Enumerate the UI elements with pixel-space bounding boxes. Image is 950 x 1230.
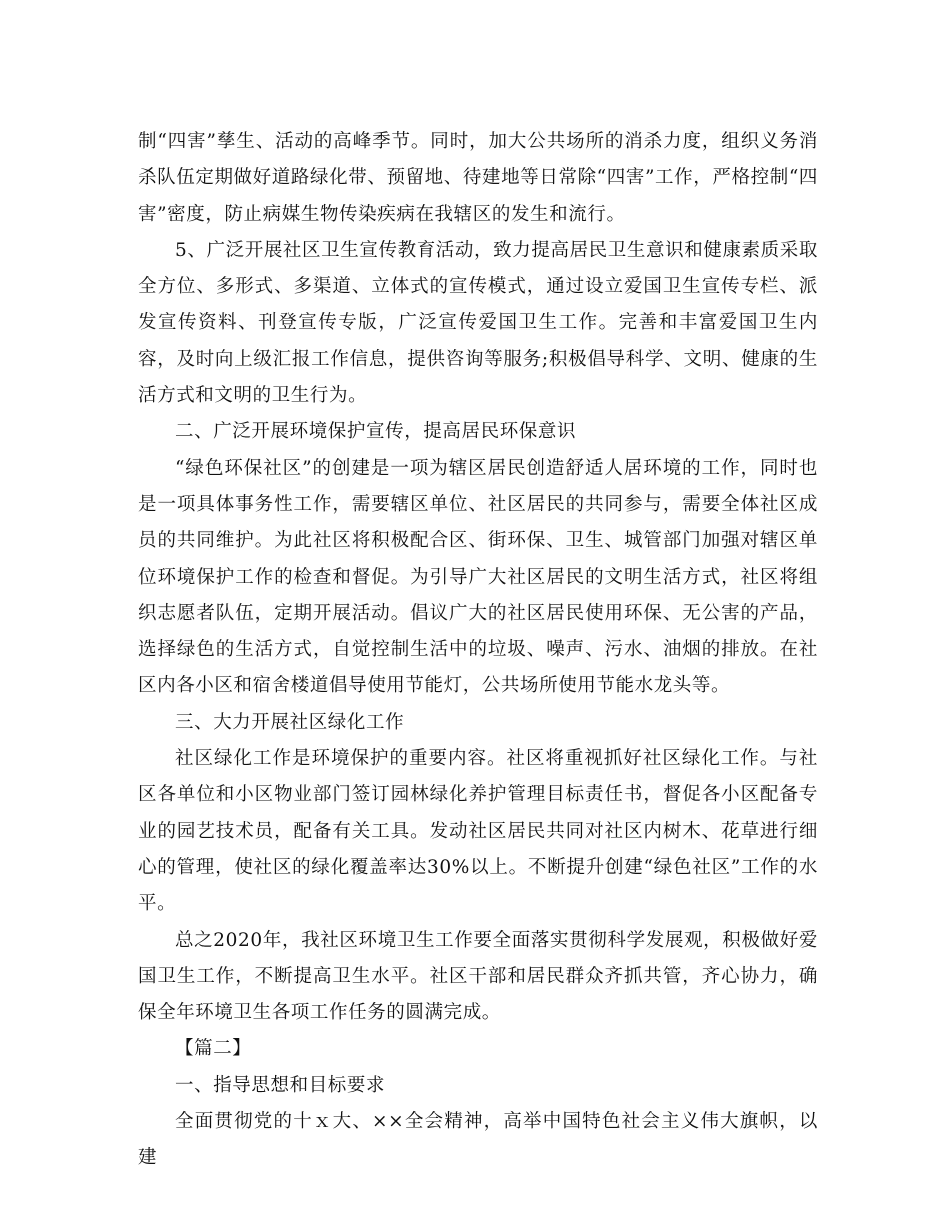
paragraph-guiding-ideology: 全面贯彻党的十ｘ大、××全会精神，高举中国特色社会主义伟大旗帜，以建: [138, 1111, 818, 1169]
section-heading-3: 三、大力开展社区绿化工作: [175, 711, 405, 733]
paragraph-greening: 社区绿化工作是环境保护的重要内容。社区将重视抓好社区绿化工作。与社区各单位和小区物业部门签订园林绿化养护管理目标责任书，督促各小区配备专业的园艺技术员，配备有关工具。发动社区居民共同对社区内树木、花草进行细心的管理，使社区的绿化覆盖率达30%以上。不断提升创建“绿色社区”工作的水平。: [138, 748, 818, 915]
paragraph-summary: 总之2020年，我社区环境卫生工作要全面落实贯彻科学发展观，积极做好爱国卫生工作，不断提高卫生水平。社区干部和居民群众齐抓共管，齐心协力，确保全年环境卫生各项工作任务的圆满完成。: [138, 929, 818, 1024]
paragraph-item-5: 5、广泛开展社区卫生宣传教育活动，致力提高居民卫生意识和健康素质采取全方位、多形式、多渠道、立体式的宣传模式，通过设立爱国卫生宣传专栏、派发宣传资料、刊登宣传专版，广泛宣传爱国卫生工作。完善和丰富爱国卫生内容，及时向上级汇报工作信息，提供咨询等服务;积极倡导科学、文明、健康的生活方式和文明的卫生行为。: [138, 239, 818, 407]
chapter-heading: 【篇二】: [175, 1038, 252, 1060]
section-heading-1: 一、指导思想和目标要求: [175, 1074, 386, 1096]
paragraph-continuation: 制“四害”孳生、活动的高峰季节。同时，加大公共场所的消杀力度，组织义务消杀队伍定期做好道路绿化带、预留地、待建地等日常除“四害”工作，严格控制“四害”密度，防止病媒生物传染疾病在我辖区的发生和流行。: [138, 131, 818, 225]
document-body: [138, 124, 818, 1177]
paragraph-green-community: “绿色环保社区”的创建是一项为辖区居民创造舒适人居环境的工作，同时也是一项具体事务性工作，需要辖区单位、社区居民的共同参与，需要全体社区成员的共同维护。为此社区将积极配合区、街环保、卫生、城管部门加强对辖区单位环境保护工作的检查和督促。为引导广大社区居民的文明生活方式，社区将组织志愿者队伍，定期开展活动。倡议广大的社区居民使用环保、无公害的产品，选择绿色的生活方式，自觉控制生活中的垃圾、噪声、污水、油烟的排放。在社区内各小区和宿舍楼道倡导使用节能灯，公共场所使用节能水龙头等。: [138, 457, 818, 697]
section-heading-2: 二、广泛开展环境保护宣传，提高居民环保意识: [175, 421, 577, 443]
